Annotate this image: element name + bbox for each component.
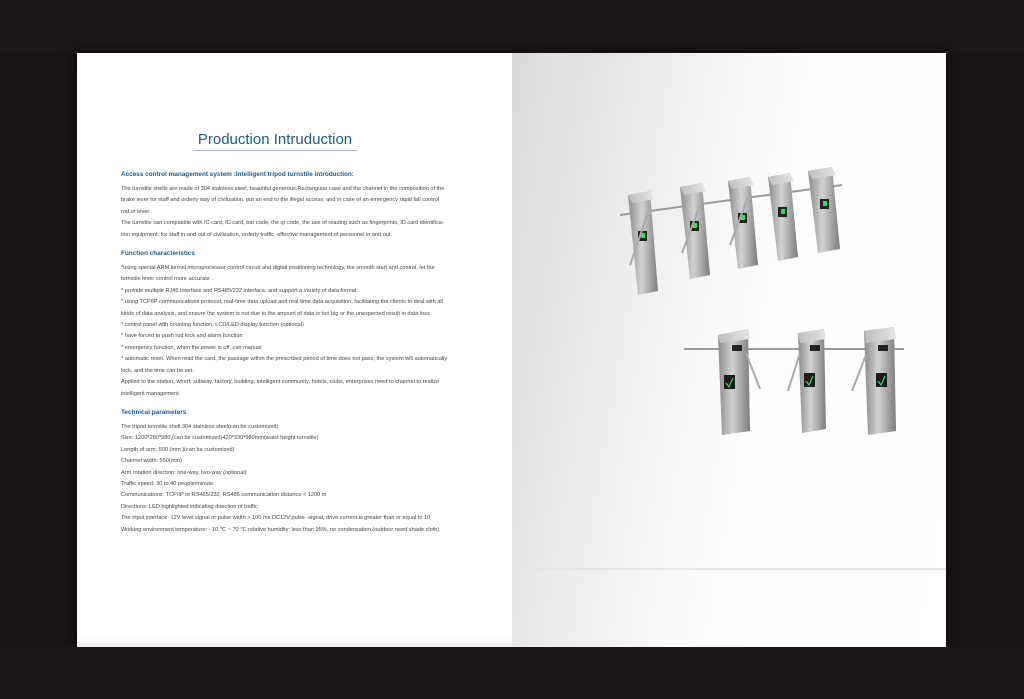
- backdrop-top: [0, 0, 1024, 53]
- intro-line: tion equipment, for staff in and out of civilization, orderly traffic, effective management of personnel in and out.: [121, 231, 393, 238]
- technical-item: The tripod turnstile shell:304 stainless steel(can be customized): [121, 423, 279, 430]
- technical-item: The input interface: 12V level signal or pulse width > 100 ms DC12V pulse -signal, drive current is greater than or equal to 10: [121, 515, 431, 522]
- technical-item: Arm rotation direction: one-way, two-way (optional): [121, 469, 247, 476]
- intro-line: The turnstile can compatible with IC card, ID card, bar code, the qr code, the use of reading such as fingerprints, ID card identifica-: [121, 220, 444, 227]
- right-page: [512, 53, 946, 647]
- tripod-turnstile-row-icon: [620, 167, 842, 295]
- spacer: [121, 400, 483, 409]
- technical-item: Communications: TCP/IP or RS485/232, RS485 communication distance < 1200 m: [121, 492, 327, 499]
- intro-heading: Access control management system :Intelligent tripod turnstile introduction:: [121, 171, 354, 178]
- function-item: lock, and the time can be set.: [121, 367, 194, 374]
- technical-item: Channel width: 550(mm): [121, 458, 182, 465]
- brochure-spread: [77, 53, 946, 647]
- function-item: * provide multiple RJ45 interface and RS485/232 interface, and support a variety of data format.: [121, 287, 358, 294]
- turnstile-unit: [680, 183, 710, 279]
- function-item: * have forced to push rod lock and alarm function: [121, 333, 243, 340]
- function-item: * using TCP/IP communications protocol, real-time data upload and real-time data acquisition, facilitating the clients to deal with all: [121, 299, 443, 306]
- intro-line: brake lever for staff and orderly way of civilization, put an end to the illegal access, and in case of an emergency rapid fall control: [121, 197, 439, 204]
- technical-item: Working environment temperature: - 10 ℃ ~ 70 ℃ relative humidity: less than 95%, no condensation (outdoor need shade cloth): [121, 526, 440, 533]
- function-item: * automatic reset. When read the card, the passage within the prescribed period of time does not pass, the system will automatically: [121, 356, 448, 363]
- page-title: Production Intruduction: [197, 131, 353, 148]
- function-item: intelligent management: [121, 390, 179, 397]
- function-item: * control panel with counting function, LCD/LED display function (optional): [121, 322, 304, 329]
- technical-item: Size: 1200*280*980,(can be customized)420*330*980mm(waist height turnstile): [121, 435, 319, 442]
- backdrop-bottom: [0, 647, 1024, 699]
- function-heading: Function characteristics: [121, 250, 195, 258]
- function-item: turnstile lever control more accurate .: [121, 276, 214, 283]
- tripod-turnstile-trio-icon: [684, 327, 904, 435]
- turnstile-unit: [628, 191, 658, 295]
- title-underline: [193, 150, 357, 151]
- function-item: * emergency function, when the power is off, can manual: [121, 344, 262, 351]
- function-item: Applied to the station, wharf, subway, factory, building, intelligent community, hotels, clubs, enterprises need to channel to realize: [121, 379, 440, 386]
- function-item: *using special ARM kernel microprocessor control circuit and digital positioning technology, the smooth start and control, let the: [121, 265, 435, 272]
- spacer: [121, 241, 483, 250]
- intro-line: The turnstile shells are made of 304 stainless steel, beautiful generous,Rectangular case and the channel in the composition of the: [121, 186, 445, 192]
- technical-item: Traffic speed: 30 to 40 people/minute: [121, 480, 214, 487]
- turnstile-unit: [728, 177, 758, 269]
- technical-item: Length of arm: 500 (mm )(can be customized): [121, 446, 235, 453]
- turnstile-unit: [788, 329, 826, 433]
- product-illustrations: [512, 53, 946, 647]
- page-content: [121, 171, 483, 536]
- page-bottom-edge: [77, 637, 512, 647]
- technical-heading: Technical parameters: [121, 408, 187, 416]
- turnstile-unit: [808, 167, 840, 253]
- technical-item: Directions: LED highlighted indicating direction of traffic: [121, 503, 258, 510]
- turnstile-unit: [718, 329, 760, 435]
- turnstile-unit: [768, 173, 798, 261]
- intro-line: rod or lever.: [121, 208, 151, 215]
- turnstile-unit: [852, 327, 896, 435]
- left-page: [77, 53, 512, 647]
- function-item: kinds of data analysis, and ensure the system is not due to the amount of data is too big or the unexpected result in data loss: [121, 310, 430, 317]
